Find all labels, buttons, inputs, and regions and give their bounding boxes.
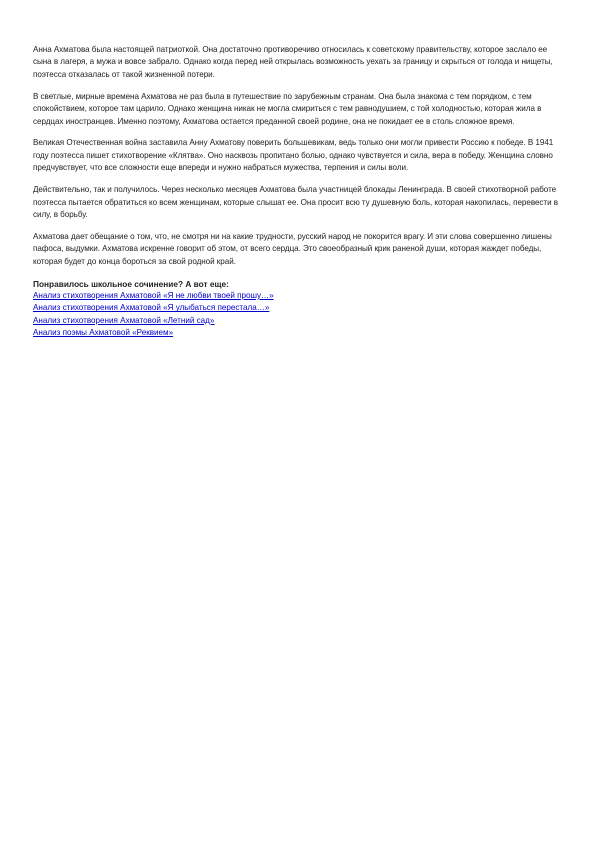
paragraph-3: Великая Отечественная война заставила Анну Ахматову поверить большевикам, ведь только они могли привести Россию к победе. В 1941 году поэтесса пишет стихотворение «Клятва». Оно насквозь пропитано болью, однако чувствуется и сила, вера в победу. Женщина словно предчувствует, что все сложности еще впереди и нужно набраться мужества, терпения и силы воли. xyxy=(33,138,554,173)
paragraph-4: Действительно, так и получилось. Через несколько месяцев Ахматова была участницей блокады Ленинграда. В своей стихотворной работе поэтесса пытается обратиться ко всем женщинам, которые слышат ее. Она просит всю ту душевную боль, которая накопилась, перевести в силу, в борьбу. xyxy=(33,185,558,219)
list-item xyxy=(33,290,563,302)
related-link-1[interactable]: Анализ стихотворения Ахматовой «Я не любви твоей прошу…» xyxy=(33,291,274,300)
essay-content xyxy=(33,44,563,340)
paragraph-1: Анна Ахматова была настоящей патриоткой. Она достаточно противоречиво относилась к советскому правительству, которое заслало ее сына в лагеря, а мужа и вовсе забрало. Однако когда перед ней открылась возможность уехать за границу и скрыться от голода и нищеты, поэтесса отказалась от такой жизненной потери. xyxy=(33,45,553,79)
related-link-3[interactable]: Анализ стихотворения Ахматовой «Летний сад» xyxy=(33,315,215,325)
paragraph-2: В светлые, мирные времена Ахматова не раз была в путешествие по зарубежным странам. Она была знакома с тем порядком, с тем спокойствием, которое там царило. Однако женщина никак не могла смириться с тем равнодушием, с той холодностью, которая жила в сердцах иностранцев. Именно поэтому, Ахматова остается преданной своей родине, она не покидает ее в столь сложное время. xyxy=(33,91,542,126)
related-link-2[interactable]: Анализ стихотворения Ахматовой «Я улыбаться перестала…» xyxy=(33,303,270,313)
related-essays-heading: Понравилось школьное сочинение? А вот еще: xyxy=(33,278,229,289)
related-link-4[interactable]: Анализ поэмы Ахматовой «Реквием» xyxy=(33,328,174,338)
paragraph-5: Ахматова дает обещание о том, что, не смотря ни на какие трудности, русский народ не покорится врагу. И эти слова совершенно лишены пафоса, выдумки. Ахматова искренне говорит об этом, от всего сердца. Это своеобразный крик раненой души, которая жаждет победы, которая будет до конца бороться за свой родной край. xyxy=(33,231,552,266)
list-item xyxy=(33,302,563,314)
related-essays-list xyxy=(33,290,563,340)
list-item xyxy=(33,327,563,339)
list-item xyxy=(33,315,563,327)
